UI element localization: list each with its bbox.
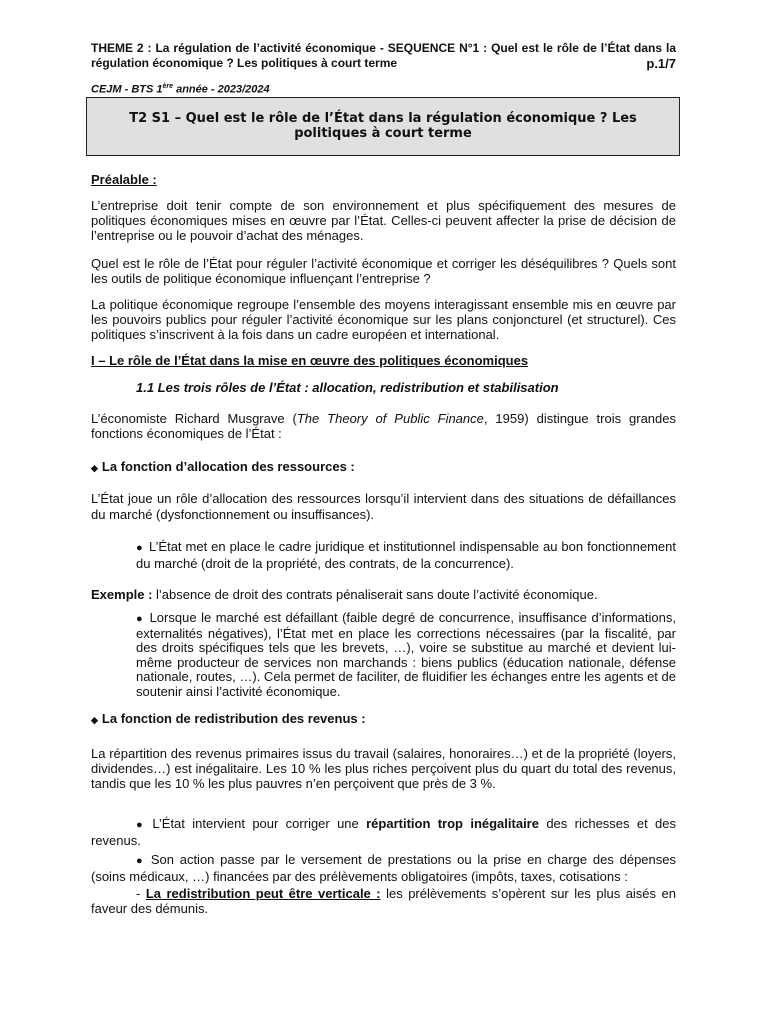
allocation-heading-text: La fonction d’allocation des ressources : xyxy=(101,459,355,474)
redistribution-paragraph: La répartition des revenus primaires issus du travail (salaires, honoraires…) et de la propriété (loyers, dividendes…) est inégalitaire. Les 10 % les plus riches perçoivent plus du quart du total des revenus, tandis que les 10 % les plus pauvres n’en perçoivent que près de 3 %. xyxy=(91,746,676,791)
bullet-2 xyxy=(136,611,676,699)
vertical-text: les prélèvements s’opèrent sur les plus aisés en faveur des démunis. xyxy=(91,886,676,916)
vertical-label: La redistribution peut être verticale : xyxy=(145,886,381,901)
example-text: l’absence de droit des contrats pénaliserait sans doute l’activité économique. xyxy=(152,587,598,602)
bullet-3-before: L’État intervient pour corriger une xyxy=(152,816,367,831)
subheader-prefix: CEJM - BTS 1 xyxy=(91,83,163,96)
diamond-bullet-icon: ◆ xyxy=(91,463,98,473)
bullet-1-text: L’État met en place le cadre juridique et institutionnel indispensable au bon fonctionnement du marché (droit de la propriété, des contrats, de la concurrence). xyxy=(136,539,676,571)
subsection-1-1-heading: 1.1 Les trois rôles de l’État : allocation, redistribution et stabilisation xyxy=(136,380,559,395)
paragraph-1: L’entreprise doit tenir compte de son environnement et plus spécifiquement des mesures de politiques économiques mises en œuvre par l’État. Celles-ci peuvent affecter la prise de décision de l’entreprise ou le pouvoir d’achat des ménages. xyxy=(91,198,676,243)
example-line xyxy=(91,587,676,602)
section-1-heading: I – Le rôle de l’État dans la mise en œuvre des politiques économiques xyxy=(91,353,529,368)
round-bullet-icon: ● xyxy=(136,613,144,625)
musgrave-after: , 1959) distingue trois grandes fonctions économiques de l’État : xyxy=(91,411,677,441)
bullet-3-after: des richesses et des revenus. xyxy=(91,816,676,848)
paragraph-2: Quel est le rôle de l’État pour réguler l’activité économique et corriger les déséquilibres ? Quels sont les outils de politique économique influençant l’entreprise ? xyxy=(91,256,676,286)
redistribution-heading-text: La fonction de redistribution des revenus : xyxy=(101,711,366,726)
document-title: T2 S1 – Quel est le rôle de l’État dans la régulation économique ? Les politiques à court terme xyxy=(129,111,637,141)
round-bullet-icon: ● xyxy=(136,819,147,831)
musgrave-paragraph xyxy=(91,411,676,441)
allocation-paragraph: L’État joue un rôle d’allocation des ressources lorsqu’il intervient dans des situations de défaillances du marché (dysfonctionnement ou insuffisances). xyxy=(91,491,676,522)
bullet-4 xyxy=(91,852,676,884)
vertical-dash: - xyxy=(136,886,146,901)
vertical-redistribution xyxy=(91,886,676,916)
header-line-1: THEME 2 : La régulation de l’activité économique - SEQUENCE N°1 : Quel est le rôle de l’État dans la xyxy=(91,41,676,55)
bullet-3-bold: répartition trop inégalitaire xyxy=(366,816,539,831)
bullet-2-text: Lorsque le marché est défaillant (faible degré de concurrence, insuffisance d’informations, externalités négatives), l’État met en place les corrections nécessaires (par la fiscalité, par des droits spécifiques tels que les brevets, …), voire se substitue au marché et devient lui-même producteur de services non marchands : biens publics (éducation nationale, défense nationale, routes, …). Cela permet de faciliter, de fluidifier les échanges entre les agents et de soutenir ainsi l’activité économique. xyxy=(136,610,676,699)
bullet-3 xyxy=(91,816,676,848)
musgrave-before: L’économiste Richard Musgrave ( xyxy=(91,411,297,426)
example-label: Exemple : xyxy=(91,587,153,602)
course-subheader xyxy=(91,83,270,96)
page-number: p.1/7 xyxy=(646,56,676,71)
bullet-1 xyxy=(136,539,676,571)
diamond-bullet-icon: ◆ xyxy=(91,715,98,725)
subheader-sup: ère xyxy=(162,83,174,90)
allocation-heading xyxy=(91,459,676,476)
prealable-heading: Préalable : xyxy=(91,172,157,187)
page-header xyxy=(91,41,676,71)
bullet-4-text: Son action passe par le versement de prestations ou la prise en charge des dépenses (soins médicaux, …) financées par des prélèvements obligatoires (impôts, taxes, cotisations : xyxy=(91,852,676,884)
redistribution-heading xyxy=(91,711,676,728)
paragraph-3: La politique économique regroupe l’ensemble des moyens interagissant ensemble mis en œuvre par les pouvoirs publics pour réguler l’activité économique sur les plans conjoncturel (et structurel). Ces politiques s’inscrivent à la fois dans un cadre européen et international. xyxy=(91,297,676,342)
musgrave-book-title: The Theory of Public Finance xyxy=(296,411,484,426)
round-bullet-icon: ● xyxy=(136,542,144,554)
title-box xyxy=(86,97,680,156)
subheader-suffix: année - 2023/2024 xyxy=(173,83,270,96)
header-line-2: régulation économique ? Les politiques à court terme xyxy=(91,56,398,70)
round-bullet-icon: ● xyxy=(136,855,145,867)
